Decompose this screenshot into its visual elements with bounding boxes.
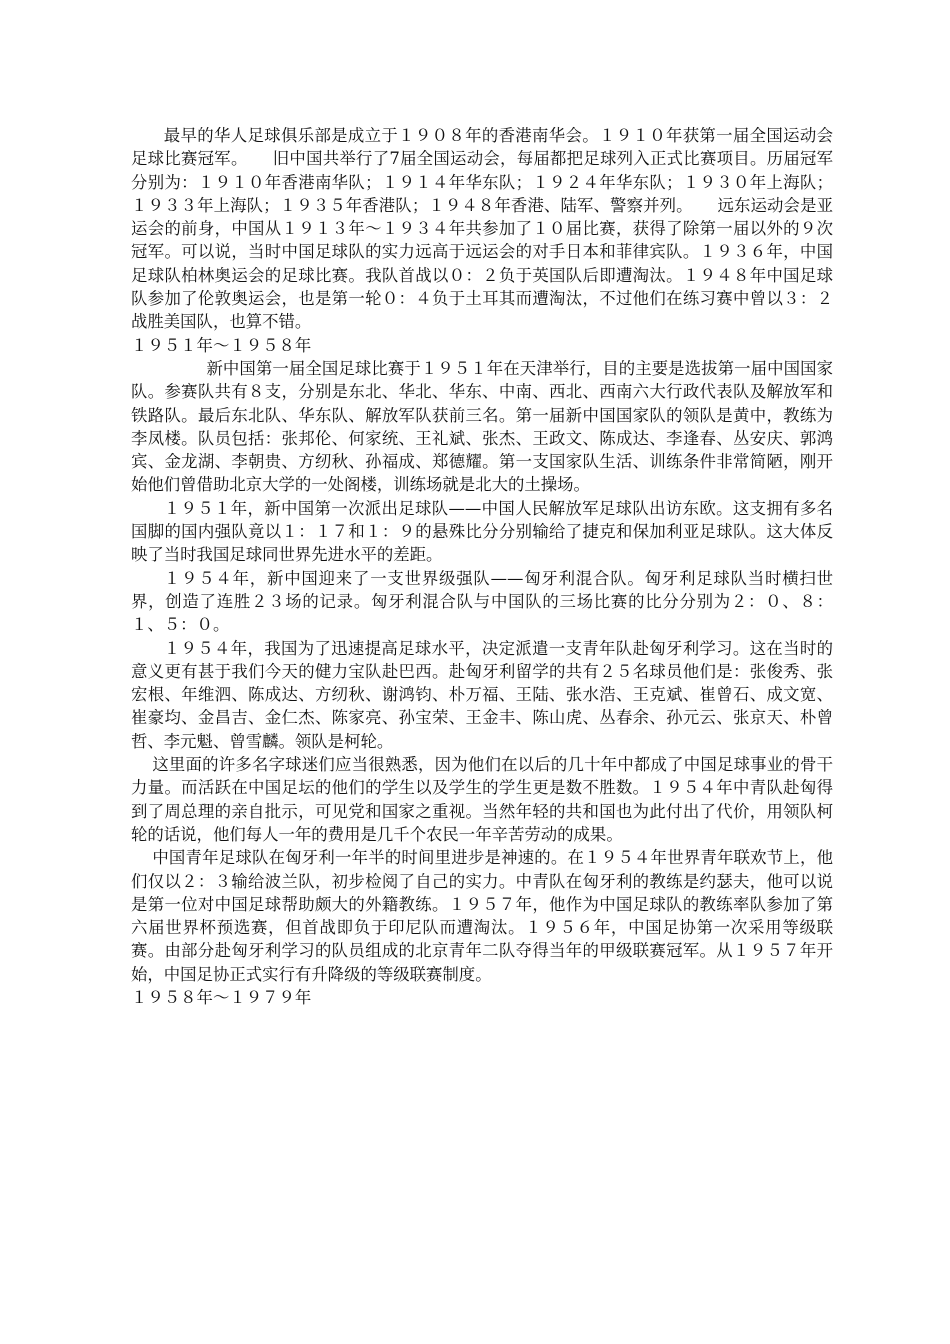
section-heading-1951-1958: １９５１年～１９５８年 xyxy=(131,335,312,355)
paragraph-1954-hungary-team: １９５４年，新中国迎来了一支世界级强队——匈牙利混合队。匈牙利足球队当时横扫世界，创造了连胜２３场的记录。匈牙利混合队与中国队的三场比赛的比分分别为２：０、８：１、５：０。 xyxy=(131,568,833,635)
paragraph-1954-youth-team-to-hungary: １９５４年，我国为了迅速提高足球水平，决定派遣一支青年队赴匈牙利学习。这在当时的意义更有甚于我们今天的健力宝队赴巴西。赴匈牙利留学的共有２５名球员他们是：张俊秀、张宏根、年维泗、陈成达、方纫秋、谢鸿钧、朴万福、王陆、张水浩、王克斌、崔曾石、成文宽、崔豪均、金昌吉、金仁杰、陈家亮、孙宝荣、王金丰、陈山虎、丛春余、孙元云、张京天、朴曾哲、李元魁、曾雪麟。领队是柯轮。 xyxy=(131,638,833,751)
paragraph-early-history: 最早的华人足球俱乐部是成立于１９０８年的香港南华会。１９１０年获第一届全国运动会足球比赛冠军。 旧中国共举行了7届全国运动会，每届都把足球列入正式比赛项目。历届冠军分别为：１９１０年香港南华队；１９１４年华东队；１９２４年华东队；１９３０年上海队；１９３３年上海队；１９３５年香港队；１９４８年香港、陆军、警察并列。 远东运动会是亚运会的前身，中国从１９１３年～１９３４年共参加了１０届比赛，获得了除第一届以外的９次冠军。可以说，当时中国足球队的实力远高于远运会的对手日本和菲律宾队。１９３６年，中国足球队柏林奥运会的足球比赛。我队首战以０：２负于英国队后即遭淘汰。１９４８年中国足球队参加了伦敦奥运会，也是第一轮０：４负于土耳其而遭淘汰，不过他们在练习赛中曾以３：２战胜美国队，也算不错。 xyxy=(131,126,833,332)
section-heading-1958-1979: １９５８年～１９７９年 xyxy=(131,987,312,1007)
paragraph-youth-team-progress: 中国青年足球队在匈牙利一年半的时间里进步是神速的。在１９５４年世界青年联欢节上，他们仅以２：３输给波兰队，初步检阅了自己的实力。中青队在匈牙利的教练是约瑟夫，他可以说是第一位对中国足球帮助颇大的外籍教练。１９５７年，他作为中国足球队的教练率队参加了第六届世界杯预选赛，但首战即负于印尼队而遭淘汰。１９５６年，中国足协第一次采用等级联赛。由部分赴匈牙利学习的队员组成的北京青年二队夺得当年的甲级联赛冠军。从１９５７年开始，中国足协正式实行有升降级的等级联赛制度。 xyxy=(131,848,833,984)
paragraph-1951-east-europe-tour: １９５１年，新中国第一次派出足球队——中国人民解放军足球队出访东欧。这支拥有多名国脚的国内强队竟以１：１７和１：９的悬殊比分分别输给了捷克和保加利亚足球队。这大体反映了当时我国足球同世界先进水平的差距。 xyxy=(131,498,833,565)
paragraph-first-national-team: 新中国第一届全国足球比赛于１９５１年在天津举行，目的主要是选拔第一届中国国家队。参赛队共有８支，分别是东北、华北、华东、中南、西北、西南六大行政代表队及解放军和铁路队。最后东北队、华东队、解放军队获前三名。第一届新中国国家队的领队是黄中，教练为李凤楼。队员包括：张邦伦、何家统、王礼斌、张杰、王政文、陈成达、李逢春、丛安庆、郭鸿宾、金龙湖、李朝贵、方纫秋、孙福成、郑德耀。第一支国家队生活、训练条件非常简陋，刚开始他们曾借助北京大学的一处阁楼，训练场就是北大的土操场。 xyxy=(131,358,833,495)
paragraph-players-legacy: 这里面的许多名字球迷们应当很熟悉，因为他们在以后的几十年中都成了中国足球事业的骨干力量。而活跃在中国足坛的他们的学生以及学生的学生更是数不胜数。１９５４年中青队赴匈得到了周总理的亲自批示，可见党和国家之重视。当然年轻的共和国也为此付出了代价，用领队柯轮的话说，他们每人一年的费用是几千个农民一年辛苦劳动的成果。 xyxy=(131,755,833,844)
document-page xyxy=(131,124,833,1009)
